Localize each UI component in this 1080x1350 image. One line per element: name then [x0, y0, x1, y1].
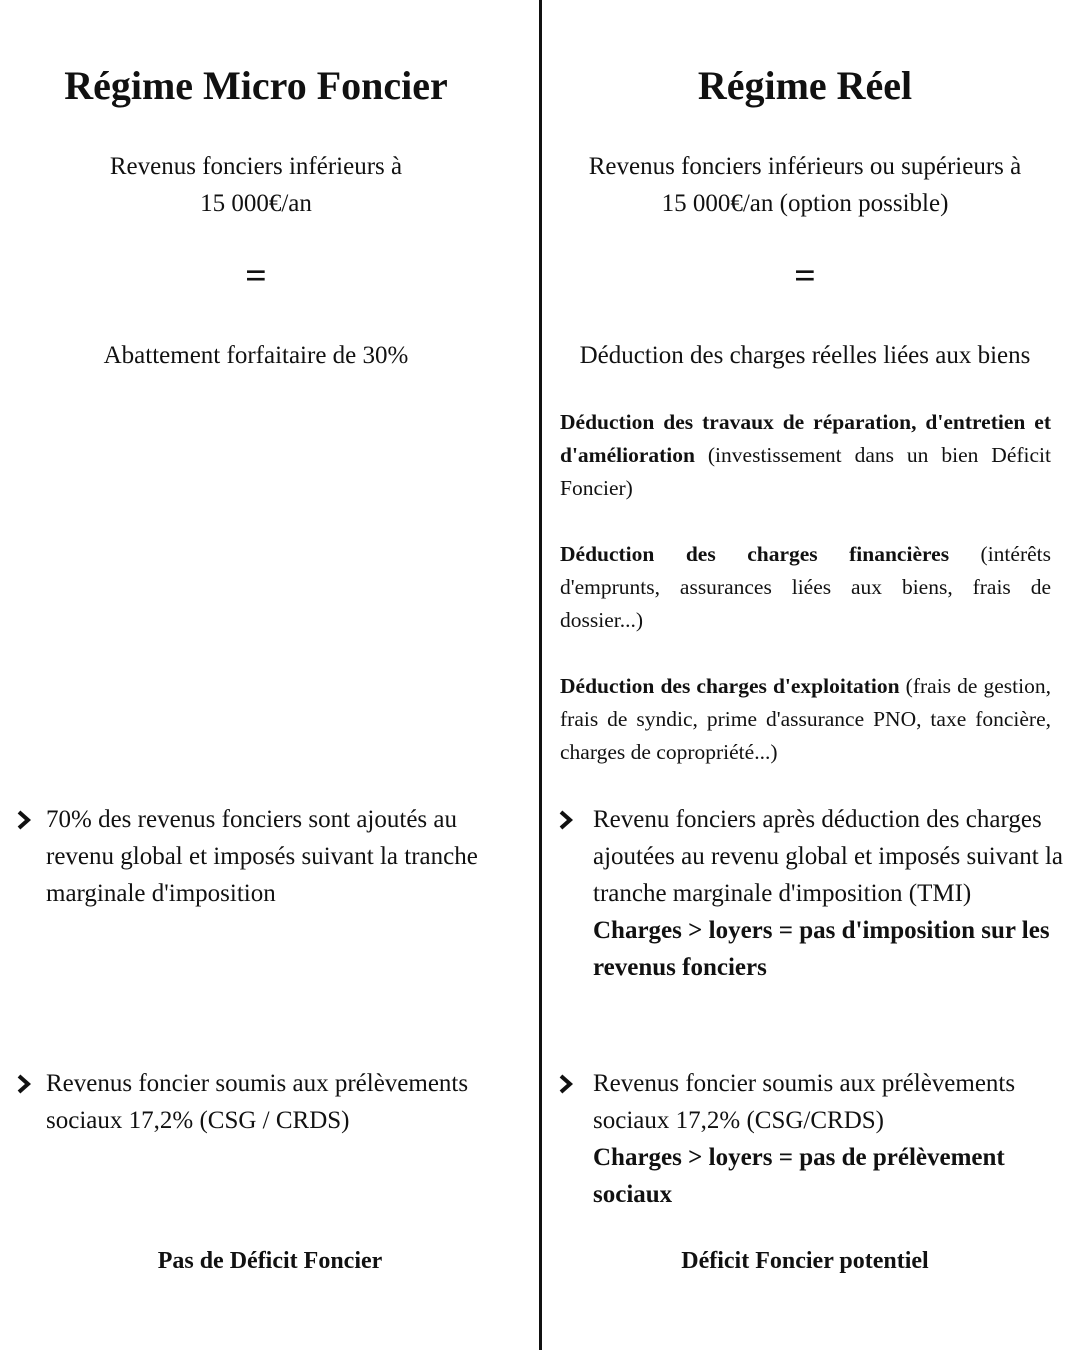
left-bullet-social-text: Revenus foncier soumis aux prélèvements sociaux 17,2% (CSG / CRDS) — [46, 1070, 469, 1134]
chevron-right-icon — [556, 1072, 576, 1096]
left-column-title-wrap — [0, 62, 512, 109]
right-detail-works-rest: (investissement dans un bien Déficit Foncier) — [560, 443, 1051, 500]
right-detail-works-bold: Déduction des travaux de réparation, d'entretien et d'amélioration — [560, 410, 1051, 467]
right-bullet-social-body: Revenus foncier soumis aux prélèvements sociaux 17,2% (CSG/CRDS) — [593, 1070, 1016, 1134]
right-deduction: Déduction des charges réelles liées aux biens — [579, 342, 1031, 369]
right-detail-financial-bold: Déduction des charges financières — [560, 542, 950, 566]
left-condition-line2: 15 000€/an — [200, 190, 312, 217]
right-detail-operating-rest: (frais de gestion, frais de syndic, prime d'assurance PNO, taxe foncière, charges de copropriété...) — [560, 674, 1051, 764]
right-condition-line2: 15 000€/an (option possible) — [661, 190, 949, 217]
chevron-right-icon — [14, 808, 34, 832]
right-bullet-social-text — [593, 1065, 1071, 1213]
chevron-right-icon — [14, 1072, 34, 1096]
right-detail-operating-bold: Déduction des charges d'exploitation — [560, 674, 900, 698]
left-bullet-social — [14, 1065, 522, 1139]
left-bullet-income-text: 70% des revenus fonciers sont ajoutés au revenu global et imposés suivant la tranche marginale d'imposition — [46, 806, 478, 907]
left-condition-line1: Revenus fonciers inférieurs à — [109, 153, 403, 180]
right-detail-operating — [560, 670, 1051, 769]
right-footer: Déficit Foncier potentiel — [681, 1248, 929, 1274]
right-bullet-income — [556, 801, 1072, 986]
left-footer: Pas de Déficit Foncier — [157, 1248, 383, 1274]
right-column-title: Régime Réel — [697, 63, 913, 108]
left-condition — [0, 148, 512, 222]
left-column-title: Régime Micro Foncier — [64, 63, 448, 108]
right-equals-sign: = — [794, 255, 816, 297]
right-condition — [545, 148, 1065, 222]
right-bullet-social — [556, 1065, 1072, 1213]
right-bullet-income-text — [593, 801, 1071, 986]
chevron-right-icon — [556, 808, 576, 832]
left-bullet-income — [14, 801, 522, 912]
left-equals-sign: = — [245, 255, 267, 297]
right-detail-financial — [560, 538, 1051, 637]
right-detail-financial-rest: (intérêts d'emprunts, assurances liées aux biens, frais de dossier...) — [560, 542, 1051, 632]
right-bullet-income-body: Revenu fonciers après déduction des charges ajoutées au revenu global et imposés suivant la tranche marginale d'imposition (TMI) — [593, 806, 1064, 907]
right-bullet-income-bold: Charges > loyers = pas d'imposition sur les revenus fonciers — [593, 917, 1050, 981]
left-deduction: Abattement forfaitaire de 30% — [103, 342, 409, 369]
right-condition-line1: Revenus fonciers inférieurs ou supérieurs à — [588, 153, 1022, 180]
right-column-title-wrap — [545, 62, 1065, 109]
column-divider — [539, 0, 542, 1350]
right-detail-works — [560, 406, 1051, 505]
right-bullet-social-bold: Charges > loyers = pas de prélèvement sociaux — [593, 1144, 1005, 1208]
